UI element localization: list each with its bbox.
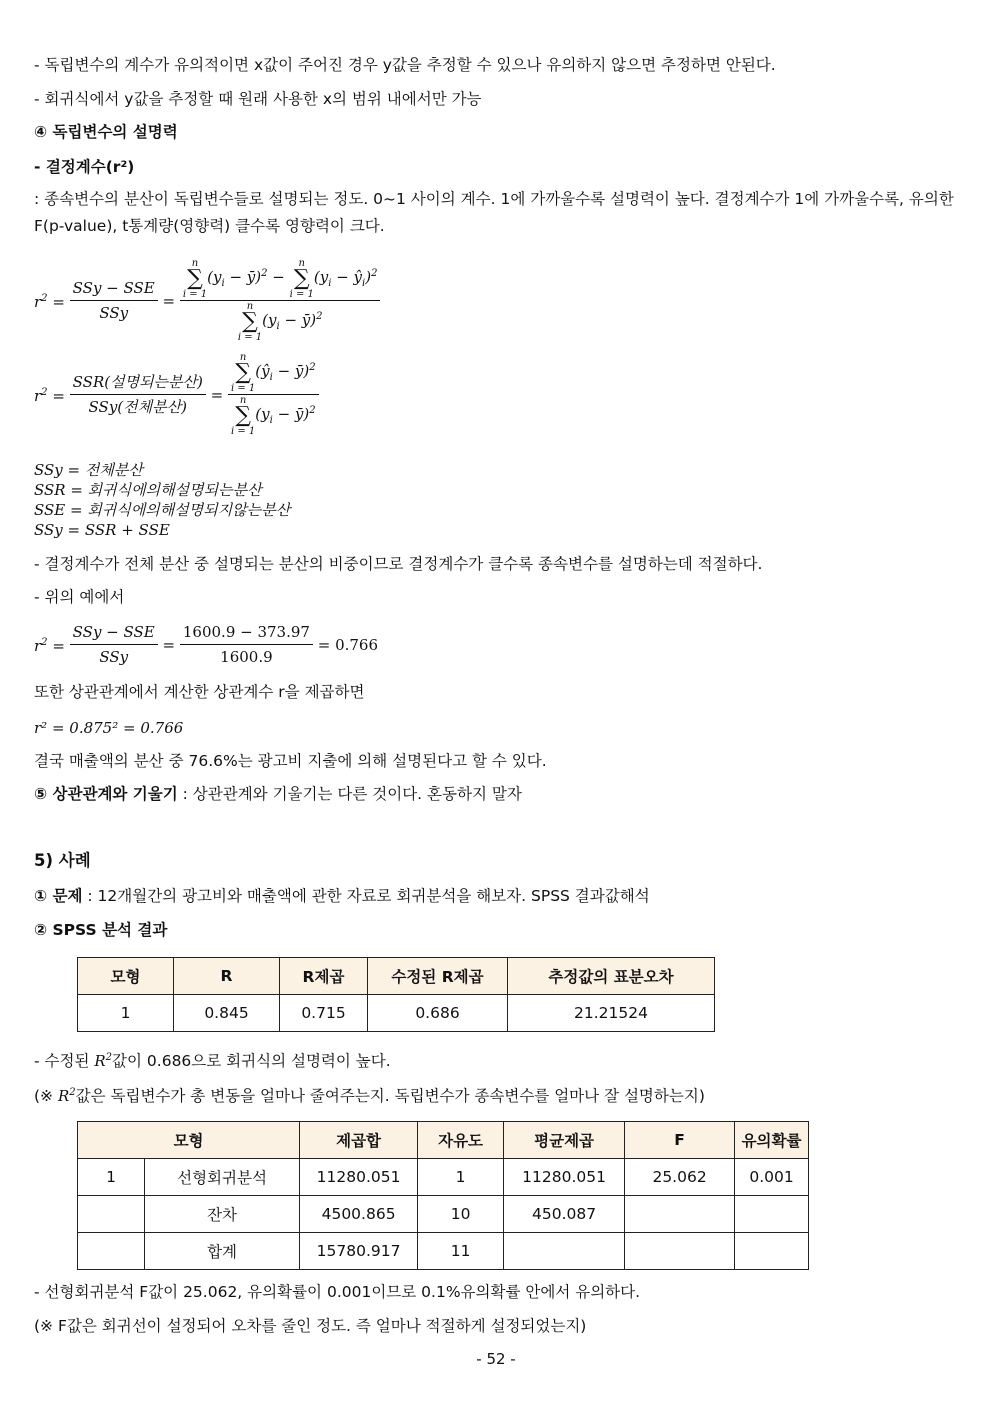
subsection-heading: ② SPSS 분석 결과: [34, 921, 168, 939]
paragraph: : 종속변수의 분산이 독립변수들로 설명되는 정도. 0~1 사이의 계수. 1에 가까울수록 설명력이 높다. 결정계수가 1에 가까울수록, 유의한F(p-value), t통계량(영향력) 클수록 영향력이 크다.: [34, 190, 954, 235]
text-line: - 결정계수가 전체 분산 중 설명되는 분산의 비중이므로 결정계수가 클수록 종속변수를 설명하는데 적절하다.: [34, 555, 763, 573]
definition-line: SSy = 전체분산: [34, 461, 143, 479]
text-line: 또한 상관관계에서 계산한 상관계수 r을 제곱하면: [34, 683, 365, 701]
text-line: 결국 매출액의 분산 중 76.6%는 광고비 지출에 의해 설명된다고 할 수 있다.: [34, 752, 547, 770]
definition-line: SSE = 회귀식에의해설명되지않는분산: [34, 501, 291, 519]
text-line: - 위의 예에서: [34, 588, 125, 606]
text-line: ⑤ 상관관계와 기울기 : 상관관계와 기울기는 다른 것이다. 혼동하지 말자: [34, 785, 522, 803]
section-heading: ④ 독립변수의 설명력: [34, 123, 178, 141]
subsection-heading: - 결정계수(r²): [34, 158, 135, 176]
table-row: 1 0.845 0.715 0.686 21.21524: [78, 995, 715, 1032]
page-number: - 52 -: [476, 1350, 516, 1368]
section-heading: 5) 사례: [34, 851, 91, 870]
model-summary-table: 모형 R R제곱 수정된 R제곱 추정값의 표분오차 1 0.845 0.715 0.686 21.21524: [77, 957, 715, 1032]
definition-line: SSR = 회귀식에의해설명되는분산: [34, 481, 262, 499]
anova-table: 모형 제곱합 자유도 평균제곱 F 유의확률 1 선형회귀분석 11280.051 1 11280.051 25.062 0.001 잔차 4500.865 10 450.087 합계 15780.917 11: [77, 1121, 809, 1270]
text-line: - 선형회귀분석 F값이 25.062, 유의확률이 0.001이므로 0.1%유의확률 안에서 유의하다.: [34, 1283, 641, 1301]
table-row: 합계 15780.917 11: [78, 1233, 809, 1270]
formula-r2-ratio: $r^2$ = $\frac{\text{SSR(설명되는분산)}}{\text{SSy(전체분산)}}$ = n ∑ i = 1 ($ŷ_i$ − ȳ)$^2$ n ∑ i = 1 ($y_i$ − ȳ)$^2$: [34, 352, 319, 437]
text-line: (※ F값은 회귀선이 설정되어 오차를 줄인 정도. 즉 얼마나 적절하게 설정되었는지): [34, 1317, 587, 1335]
text-line: ① 문제 : 12개월간의 광고비와 매출액에 관한 자료로 회귀분석을 해보자. SPSS 결과값해석: [34, 887, 650, 905]
text-line: (※ $R^2$값은 독립변수가 총 변동을 얼마나 줄여주는지. 독립변수가 종속변수를 얼마나 잘 설명하는지): [34, 1087, 705, 1105]
formula-r2-definition: $r^2$ = $\frac{\text{SSy − SSE}}{\text{SSy}}$ = n ∑ i = 1 ($y_i$ − ȳ)$^2$ − n ∑ i = 1 ($y_i$ − $ŷ_i)^2$ n ∑ i = 1 ($y_i$ − ȳ)$^2$: [34, 258, 380, 343]
formula-example: $r^2$ = $\frac{\text{SSy − SSE}}{\text{SSy}}$ = $\frac{1600.9 - 373.97}{1600.9}$ = 0.766: [34, 620, 378, 669]
table-row: 잔차 4500.865 10 450.087: [78, 1196, 809, 1233]
text-line: - 회귀식에서 y값을 추정할 때 원래 사용한 x의 범위 내에서만 가능: [34, 90, 482, 108]
text-line: - 수정된 $R^2$값이 0.686으로 회귀식의 설명력이 높다.: [34, 1052, 391, 1070]
text-line: - 독립변수의 계수가 유의적이면 x값이 주어진 경우 y값을 추정할 수 있으나 유의하지 않으면 추정하면 안된다.: [34, 56, 776, 74]
formula-squared: r² = 0.875² = 0.766: [34, 719, 184, 737]
table-row: 1 선형회귀분석 11280.051 1 11280.051 25.062 0.001: [78, 1159, 809, 1196]
definition-line: SSy = SSR + SSE: [34, 521, 170, 539]
